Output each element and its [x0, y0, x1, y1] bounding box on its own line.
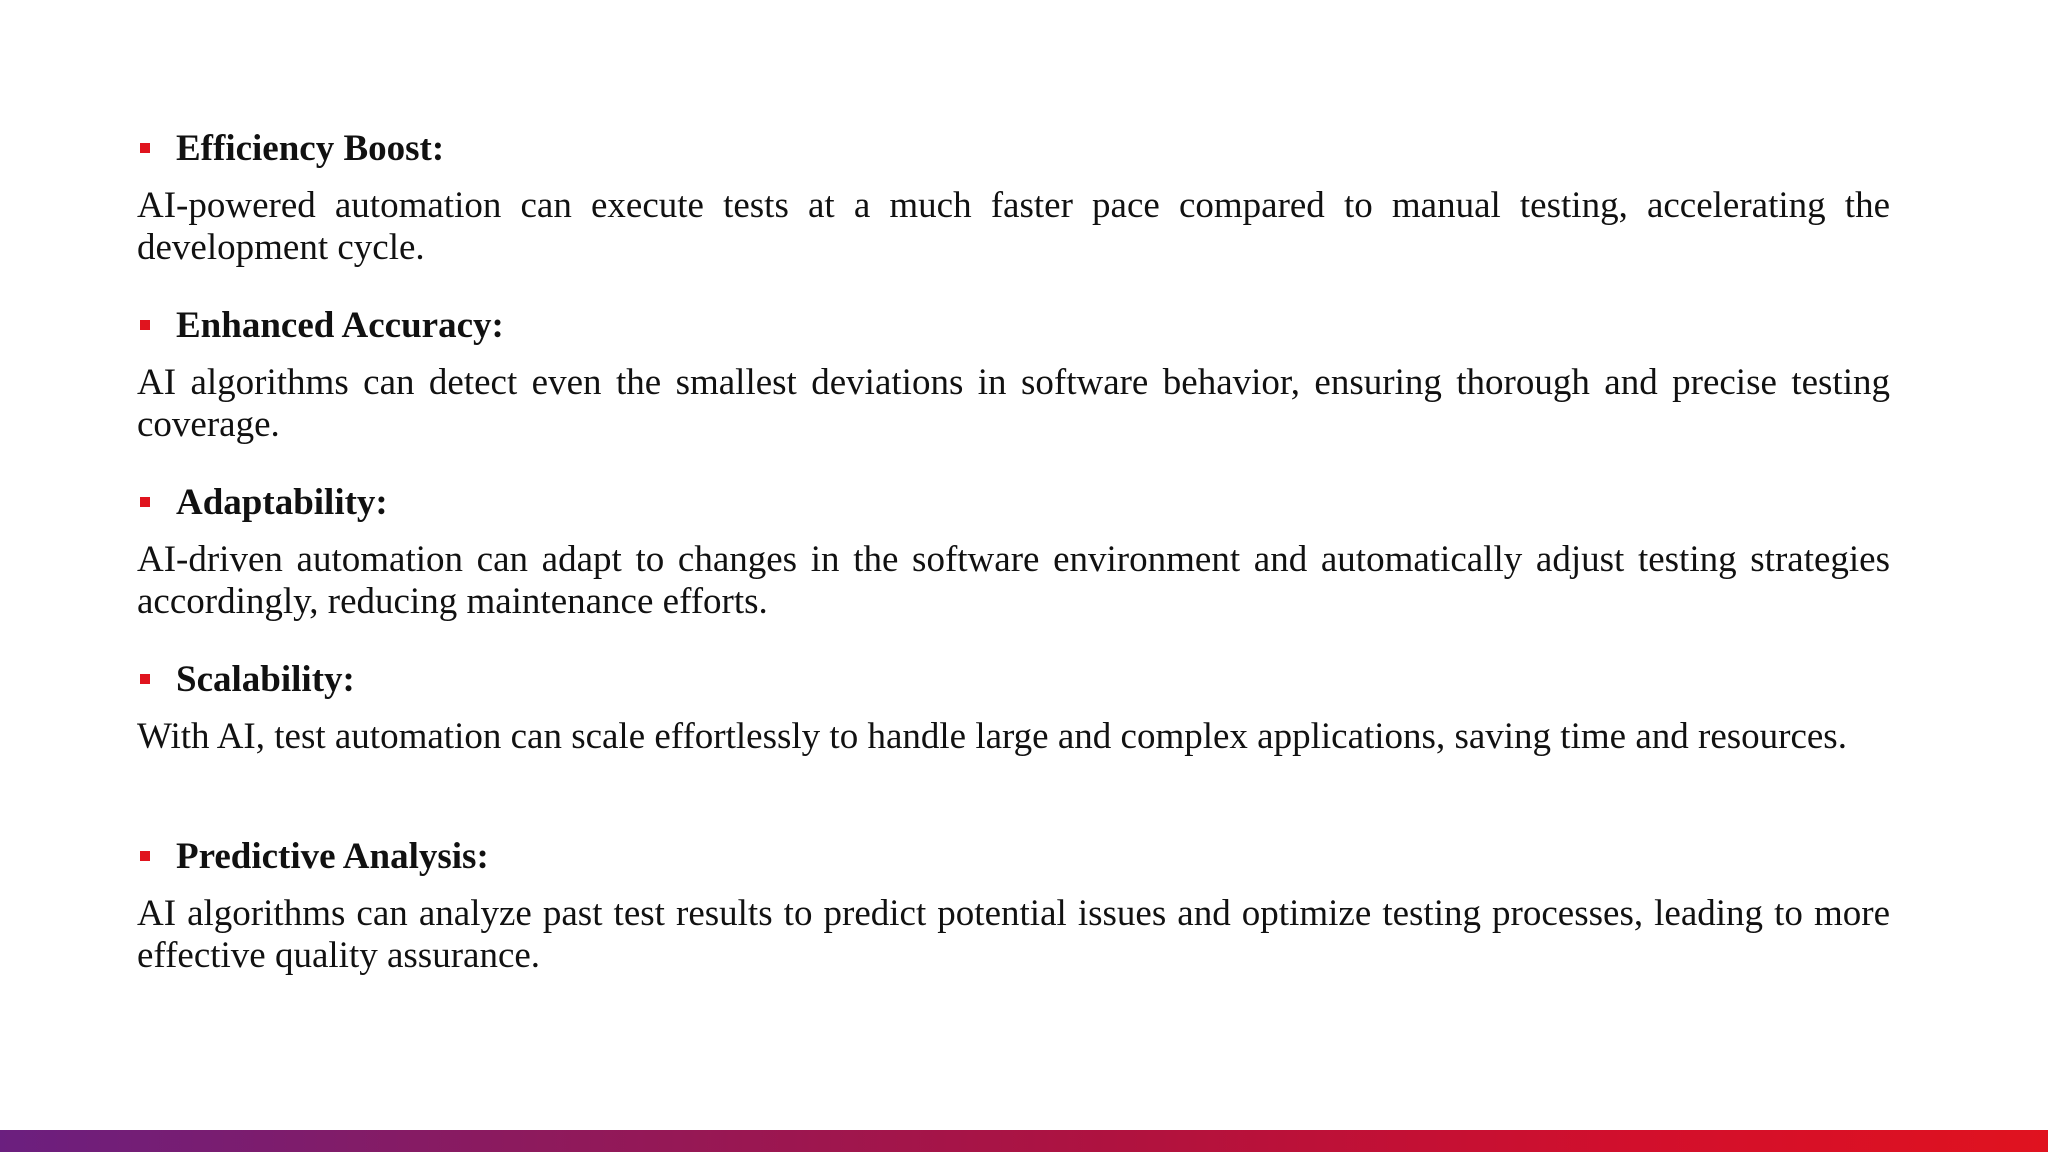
point-heading-text: Predictive Analysis: [176, 836, 489, 877]
point-heading [137, 123, 1890, 175]
point-heading-text: Scalability: [176, 659, 355, 700]
point-heading [137, 831, 1890, 883]
point-enhanced-accuracy [137, 300, 1890, 446]
square-bullet-icon [140, 851, 150, 861]
point-heading-text: Enhanced Accuracy: [176, 305, 504, 346]
point-body-text: AI algorithms can analyze past test results to predict potential issues and optimize testing processes, leading to more effective quality assurance. [137, 893, 1890, 976]
point-heading-text: Adaptability: [176, 482, 388, 523]
point-heading [137, 477, 1890, 529]
footer-accent-bar [0, 1130, 2048, 1152]
point-body-text: AI-powered automation can execute tests at a much faster pace compared to manual testing, accelerating the development cycle. [137, 185, 1890, 268]
point-heading [137, 300, 1890, 352]
square-bullet-icon [140, 320, 150, 330]
point-adaptability [137, 477, 1890, 623]
slide-content [137, 123, 1890, 977]
point-efficiency-boost [137, 123, 1890, 269]
point-body-text: AI-driven automation can adapt to changes in the software environment and automatically adjust testing strategies accordingly, reducing maintenance efforts. [137, 539, 1890, 622]
square-bullet-icon [140, 674, 150, 684]
square-bullet-icon [140, 143, 150, 153]
point-predictive-analysis [137, 831, 1890, 977]
point-heading [137, 654, 1890, 706]
point-scalability [137, 654, 1890, 800]
point-body-text: With AI, test automation can scale effortlessly to handle large and complex applications, saving time and resources. [137, 716, 1847, 757]
point-body-text: AI algorithms can detect even the smallest deviations in software behavior, ensuring thorough and precise testing coverage. [137, 362, 1890, 445]
square-bullet-icon [140, 497, 150, 507]
point-heading-text: Efficiency Boost: [176, 128, 445, 169]
